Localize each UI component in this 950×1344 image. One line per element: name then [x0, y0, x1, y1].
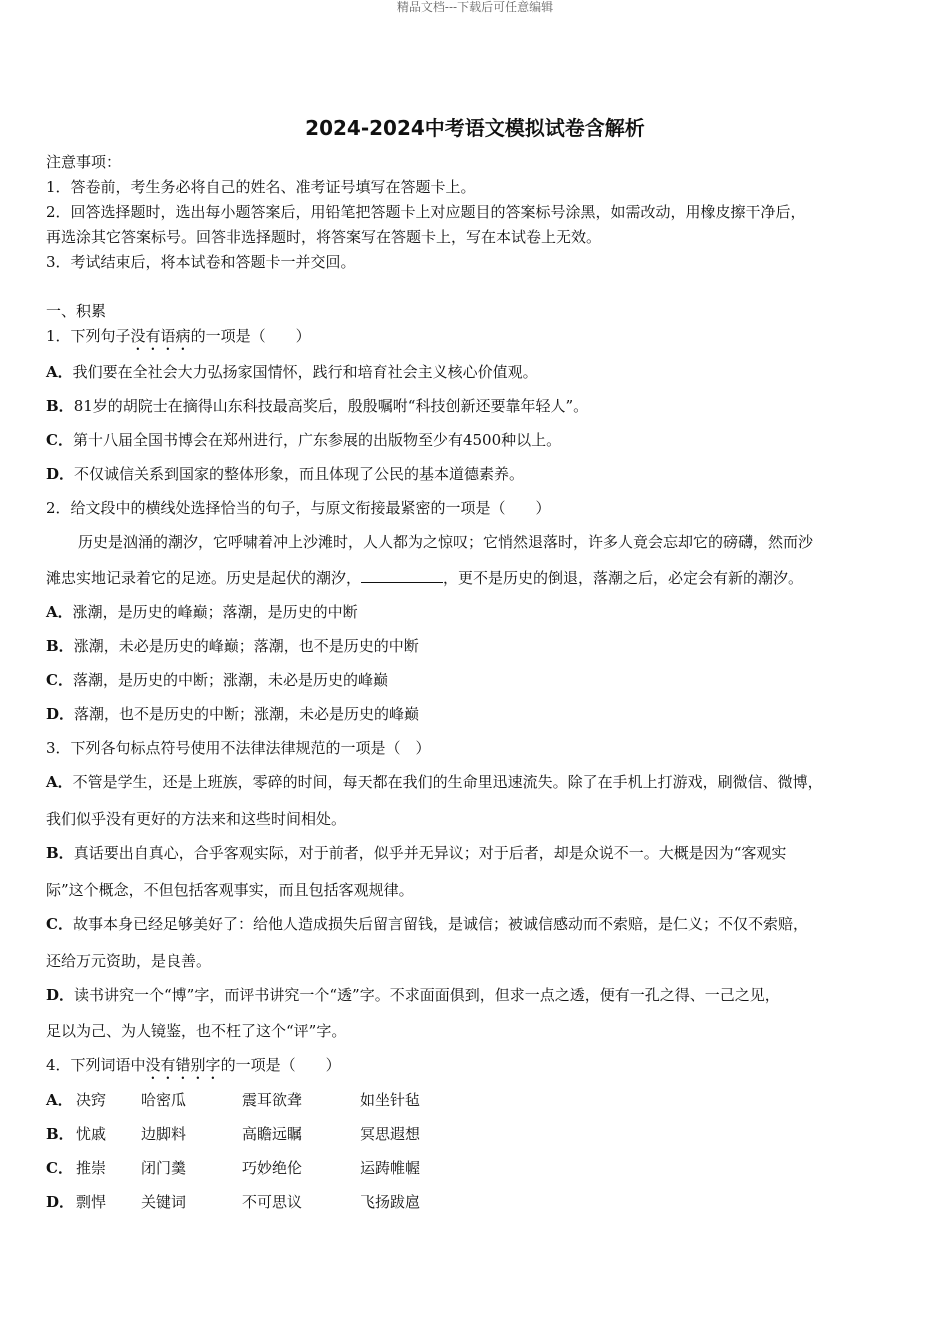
option-label: D．	[46, 1193, 75, 1211]
question-4-stem	[46, 1055, 910, 1083]
option-label: A．	[46, 773, 73, 791]
option-label: D．	[46, 705, 75, 723]
option-word: 忧戚	[76, 1125, 107, 1143]
option-label: C．	[46, 431, 73, 449]
question-3-option-b	[46, 843, 910, 863]
question-2-option	[46, 670, 910, 690]
question-1-option	[46, 396, 910, 416]
stem-post: 的一项是（ ）	[190, 327, 311, 345]
option-label: D．	[46, 986, 75, 1004]
question-3-option-c	[46, 914, 910, 934]
question-1-stem	[46, 326, 910, 354]
option-word: 推崇	[76, 1159, 107, 1177]
option-text: 不管是学生，还是上班族，零碎的时间，每天都在我们的生命里迅速流失。除了在手机上打游戏，刷微信、微博，	[72, 773, 823, 791]
question-1-option	[46, 464, 910, 484]
option-word: 关键词	[141, 1193, 187, 1211]
question-3-option-b-cont: 际”这个概念，不但包括客观事实，而且包括客观规律。	[46, 881, 414, 899]
notice-heading: 注意事项：	[46, 153, 122, 171]
stem-post: 的一项是（ ）	[220, 1056, 341, 1074]
option-text: 真话要出自真心，合乎客观实际，对于前者，似乎并无异议；对于后者，却是众说不一。大概是因为“客观实	[73, 844, 787, 862]
question-2-option	[46, 636, 910, 656]
option-word: 剽悍	[76, 1193, 107, 1211]
answer-blank	[361, 568, 443, 583]
option-label: A．	[46, 603, 73, 621]
option-word: 巧妙绝伦	[242, 1159, 303, 1177]
option-word: 不可思议	[242, 1193, 303, 1211]
option-text: 涨潮，是历史的峰巅；落潮，是历史的中断	[72, 603, 358, 621]
option-word: 决窍	[76, 1091, 107, 1109]
option-word: 运踌帷幄	[360, 1159, 421, 1177]
stem-pre: 1．下列句子	[46, 327, 131, 345]
option-label: B．	[46, 397, 74, 415]
option-label: C．	[46, 1159, 73, 1177]
option-text: 故事本身已经足够美好了：给他人造成损失后留言留钱，是诚信；被诚信感动而不索赔，是仁义；不仅不索赔，	[72, 915, 808, 933]
question-2-stem: 2．给文段中的横线处选择恰当的句子，与原文衔接最紧密的一项是（ ）	[46, 499, 551, 517]
passage-pre: 滩忠实地记录着它的足迹。历史是起伏的潮汐，	[46, 569, 362, 587]
passage-post: ，更不是历史的倒退，落潮之后，必定会有新的潮汐。	[443, 569, 804, 587]
question-1-option	[46, 362, 910, 382]
option-text: 读书讲究一个“博”字，而评书讲究一个“透”字。不求面面俱到，但求一点之透，便有一孔之得、一己之见，	[74, 986, 780, 1004]
option-label: A．	[46, 363, 73, 381]
notice-item: 1．答卷前，考生务必将自己的姓名、准考证号填写在答题卡上。	[46, 178, 476, 196]
option-text: 我们要在全社会大力弘扬家国情怀，践行和培育社会主义核心价值观。	[72, 363, 538, 381]
option-word: 边脚料	[141, 1125, 187, 1143]
question-3-option-d	[46, 985, 910, 1005]
option-word: 高瞻远瞩	[242, 1125, 303, 1143]
option-text: 81岁的胡院士在摘得山东科技最高奖后，殷殷嘱咐“科技创新还要靠年轻人”。	[73, 397, 589, 415]
option-label: C．	[46, 671, 73, 689]
question-3-option-d-cont: 足以为己、为人镜鉴，也不枉了这个“评”字。	[46, 1022, 347, 1040]
option-word: 哈密瓜	[141, 1091, 187, 1109]
option-word: 如坐针毡	[360, 1091, 421, 1109]
stem-emphasis: 没有错别字	[145, 1056, 221, 1074]
question-3-option-c-cont: 还给万元资助，是良善。	[46, 952, 212, 970]
option-label: C．	[46, 915, 73, 933]
option-label: B．	[46, 1125, 74, 1143]
question-2-option	[46, 704, 910, 724]
notice-item: 2．回答选择题时，选出每小题答案后，用铅笔把答题卡上对应题目的答案标号涂黑，如需改动，用橡皮擦干净后，	[46, 203, 806, 221]
option-word: 飞扬跋扈	[360, 1193, 421, 1211]
option-word: 冥思遐想	[360, 1125, 421, 1143]
option-word: 闭门羹	[141, 1159, 187, 1177]
stem-emphasis: 没有语病	[130, 327, 191, 345]
watermark: 精品文档---下载后可任意编辑	[396, 0, 554, 14]
notice-item: 3．考试结束后，将本试卷和答题卡一并交回。	[46, 253, 356, 271]
notice-item: 再选涂其它答案标号。回答非选择题时，将答案写在答题卡上，写在本试卷上无效。	[46, 228, 602, 246]
question-2-option	[46, 602, 910, 622]
stem-pre: 4．下列词语中	[46, 1056, 146, 1074]
option-text: 不仅诚信关系到国家的整体形象，而且体现了公民的基本道德素养。	[74, 465, 525, 483]
option-text: 落潮，也不是历史的中断；涨潮，未必是历史的峰巅	[74, 705, 420, 723]
question-2-passage	[46, 568, 910, 588]
option-label: B．	[46, 637, 74, 655]
option-label: B．	[46, 844, 74, 862]
option-label: D．	[46, 465, 75, 483]
section-title: 一、积累	[46, 302, 107, 320]
option-text: 落潮，是历史的中断；涨潮，未必是历史的峰巅	[72, 671, 388, 689]
option-word: 震耳欲聋	[242, 1091, 303, 1109]
option-label: A．	[46, 1091, 73, 1109]
option-text: 第十八届全国书博会在郑州进行，广东参展的出版物至少有4500种以上。	[72, 431, 562, 449]
option-text: 涨潮，未必是历史的峰巅；落潮，也不是历史的中断	[73, 637, 419, 655]
page-title: 2024-2024中考语文模拟试卷含解析	[305, 116, 645, 140]
question-1-option	[46, 430, 910, 450]
question-3-option-a	[46, 772, 910, 792]
question-2-passage: 历史是汹涌的潮汐，它呼啸着冲上沙滩时，人人都为之惊叹；它悄然退落时，许多人竟会忘却它的磅礴，然而沙	[78, 533, 814, 551]
question-3-option-a-cont: 我们似乎没有更好的方法来和这些时间相处。	[46, 810, 347, 828]
question-3-stem: 3．下列各句标点符号使用不法律法律规范的一项是（ ）	[46, 739, 431, 757]
